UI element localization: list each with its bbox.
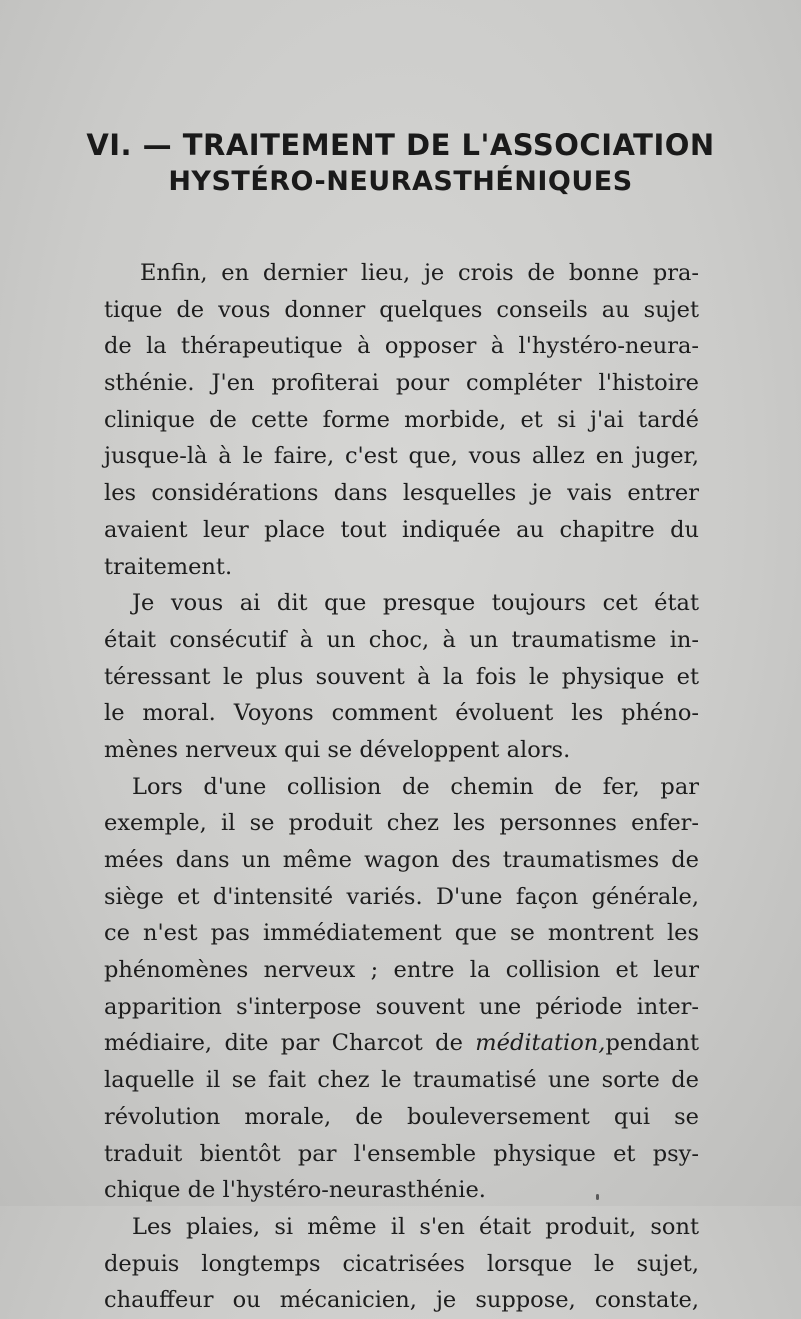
text-line: le moral. Voyons comment évoluent les phéno- xyxy=(104,700,699,727)
text-line: tique de vous donner quelques conseils au sujet xyxy=(104,296,699,323)
text-line: mènes nerveux qui se développent alors. xyxy=(104,736,571,763)
text-line: traitement. xyxy=(104,553,233,580)
text-line: exemple, il se produit chez les personnes enfer- xyxy=(104,810,699,837)
text-line: téressant le plus souvent à la fois le physique et xyxy=(104,663,699,690)
text-line: révolution morale, de bouleversement qui se xyxy=(104,1103,699,1130)
chapter-heading-line-2: HYSTÉRO-NEURASTHÉNIQUES xyxy=(168,166,633,197)
paper-speck xyxy=(596,1194,599,1200)
chapter-heading-line-1: VI. — TRAITEMENT DE L'ASSOCIATION xyxy=(86,128,715,162)
text-line: de la thérapeutique à opposer à l'hystéro-neura- xyxy=(104,333,699,360)
text-line: traduit bientôt par l'ensemble physique et psy- xyxy=(104,1140,699,1167)
text-line: était consécutif à un choc, à un traumatisme in- xyxy=(104,626,699,653)
text-line: Enfin, en dernier lieu, je crois de bonne pra- xyxy=(140,260,699,286)
text-segment: médiaire, dite par Charcot de xyxy=(104,1030,476,1057)
text-line: ce n'est pas immédiatement que se montrent les xyxy=(104,920,699,947)
text-line: siège et d'intensité variés. D'une façon générale, xyxy=(104,883,699,910)
text-line: mées dans un même wagon des traumatismes de xyxy=(104,847,699,873)
text-line: depuis longtemps cicatrisées lorsque le sujet, xyxy=(104,1250,699,1277)
body-text xyxy=(104,255,699,1319)
text-line: les considérations dans lesquelles je vais entrer xyxy=(104,480,699,507)
text-line: avaient leur place tout indiquée au chapitre du xyxy=(104,516,699,543)
text-line: jusque-là à le faire, c'est que, vous allez en juger, xyxy=(104,443,699,470)
text-line: clinique de cette forme morbide, et si j'ai tardé xyxy=(104,406,699,433)
text-line: apparition s'interpose souvent une période inter- xyxy=(104,993,699,1020)
italic-term: méditation, xyxy=(475,1030,606,1057)
text-line: Les plaies, si même il s'en était produit, sont xyxy=(132,1213,699,1240)
text-line-with-italic xyxy=(104,1025,699,1062)
text-line: chauffeur ou mécanicien, je suppose, constate, xyxy=(104,1287,699,1314)
text-line: chique de l'hystéro-neurasthénie. xyxy=(104,1177,486,1204)
text-line: Je vous ai dit que presque toujours cet état xyxy=(132,590,699,617)
text-line: phénomènes nerveux ; entre la collision et leur xyxy=(104,957,699,984)
text-line: laquelle il se fait chez le traumatisé une sorte de xyxy=(104,1067,699,1094)
text-line: sthénie. J'en profiterai pour compléter l'histoire xyxy=(104,370,699,397)
text-segment: pendant xyxy=(605,1030,699,1057)
text-line: Lors d'une collision de chemin de fer, par xyxy=(132,773,699,800)
